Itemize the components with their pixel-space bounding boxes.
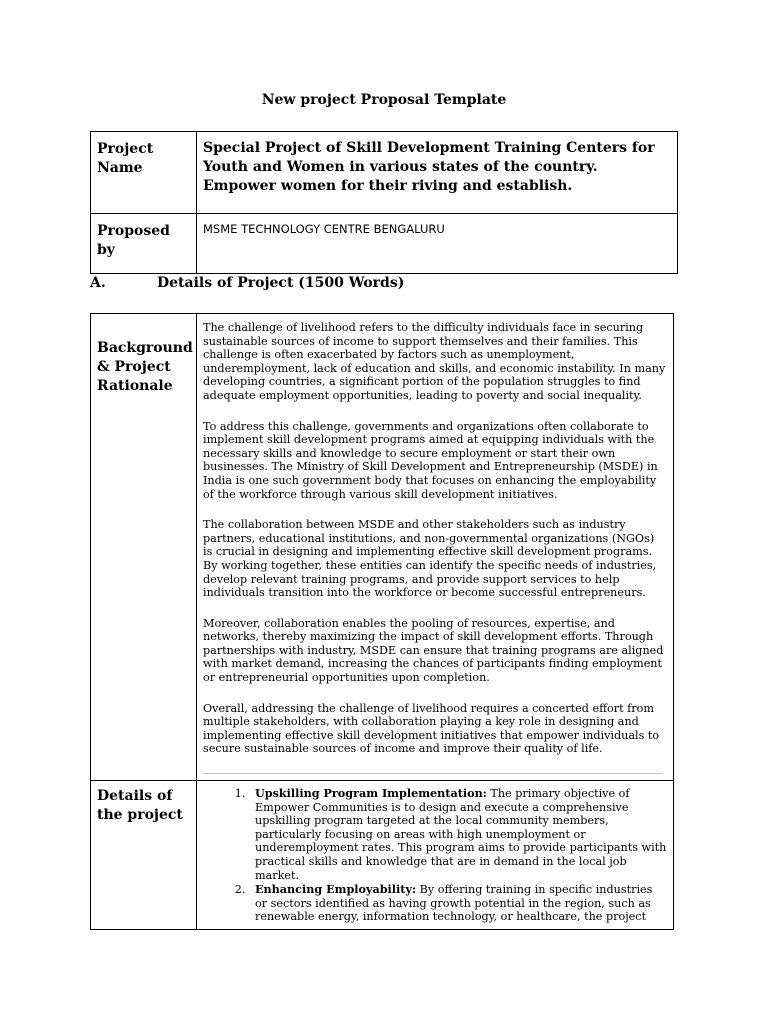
proposed-by-label: Proposed by: [91, 214, 197, 274]
project-details-table: [90, 313, 674, 930]
project-name-value: Special Project of Skill Development Training Centers for Youth and Women in various states of the country. Empower women for their riving and establish.: [197, 132, 678, 214]
section-number: A.: [90, 275, 106, 291]
background-paragraph: The challenge of livelihood refers to the difficulty individuals face in securing sustainable sources of income to support themselves and their families. This challenge is often exacerbated by factors such as unemployment, underemployment, lack of education and skills, and economic instability. In many developing countries, a significant portion of the population struggles to find adequate employment opportunities, leading to poverty and social inequality.: [203, 321, 666, 402]
details-list: [203, 787, 667, 924]
item-title: Upskilling Program Implementation:: [255, 786, 487, 800]
item-text: The primary objective of Empower Communities is to design and execute a comprehensive upskilling program targeted at the local community members, particularly focusing on areas with high unemployment or underemployment rates. This program aims to provide participants with practical skills and knowledge that are in demand in the local job market.: [255, 787, 667, 882]
details-cell: [197, 781, 674, 930]
list-item: [249, 787, 667, 882]
details-row: [91, 781, 674, 930]
background-label: Background & Project Rationale: [91, 314, 197, 781]
project-info-table: [90, 131, 678, 274]
background-cell: [197, 314, 674, 781]
project-name-row: [91, 132, 678, 214]
proposed-by-value: MSME TECHNOLOGY CENTRE BENGALURU: [197, 214, 678, 274]
background-row: [91, 314, 674, 781]
background-paragraph: Overall, addressing the challenge of livelihood requires a concerted effort from multiple stakeholders, with collaboration playing a key role in designing and implementing effective skill development initiatives that empower individuals to secure sustainable sources of income and improve their quality of life.: [203, 701, 660, 756]
background-paragraph: To address this challenge, governments and organizations often collaborate to implement skill development programs aimed at equipping individuals with the necessary skills and knowledge to secure employment or start their own businesses. The Ministry of Skill Development and Entrepreneurship (MSDE) in India is one such government body that focuses on enhancing the employability of the workforce through various skill development initiatives.: [203, 419, 658, 501]
item-title: Enhancing Employability:: [255, 882, 417, 897]
item-text: By offering training in specific industries or sectors identified as having growth potential in the region, such as renewable energy, information technology, or healthcare, the project: [255, 883, 653, 924]
list-item: [249, 883, 667, 924]
background-paragraph: Moreover, collaboration enables the pooling of resources, expertise, and networks, thereby maximizing the impact of skill development efforts. Through partnerships with industry, MSDE can ensure that training programs are aligned with market demand, increasing the chances of participants finding employment or entrepreneurial opportunities upon completion.: [203, 616, 664, 685]
section-a-heading: [90, 275, 404, 291]
proposed-by-row: [91, 214, 678, 274]
background-text: [197, 314, 673, 774]
paragraph-end-rule: [203, 773, 663, 774]
details-label: Details of the project: [91, 781, 197, 930]
document-title: New project Proposal Template: [261, 92, 507, 108]
details-list-wrap: [197, 781, 673, 925]
background-paragraph: The collaboration between MSDE and other stakeholders such as industry partners, educational institutions, and non-governmental organizations (NGOs) is crucial in designing and implementing effective skill development programs. By working together, these entities can identify the specific needs of industries, develop relevant training programs, and provide support services to help individuals transition into the workforce or become successful entrepreneurs.: [203, 518, 657, 600]
section-title: Details of Project (1500 Words): [157, 275, 405, 291]
project-name-label: Project Name: [91, 132, 197, 214]
